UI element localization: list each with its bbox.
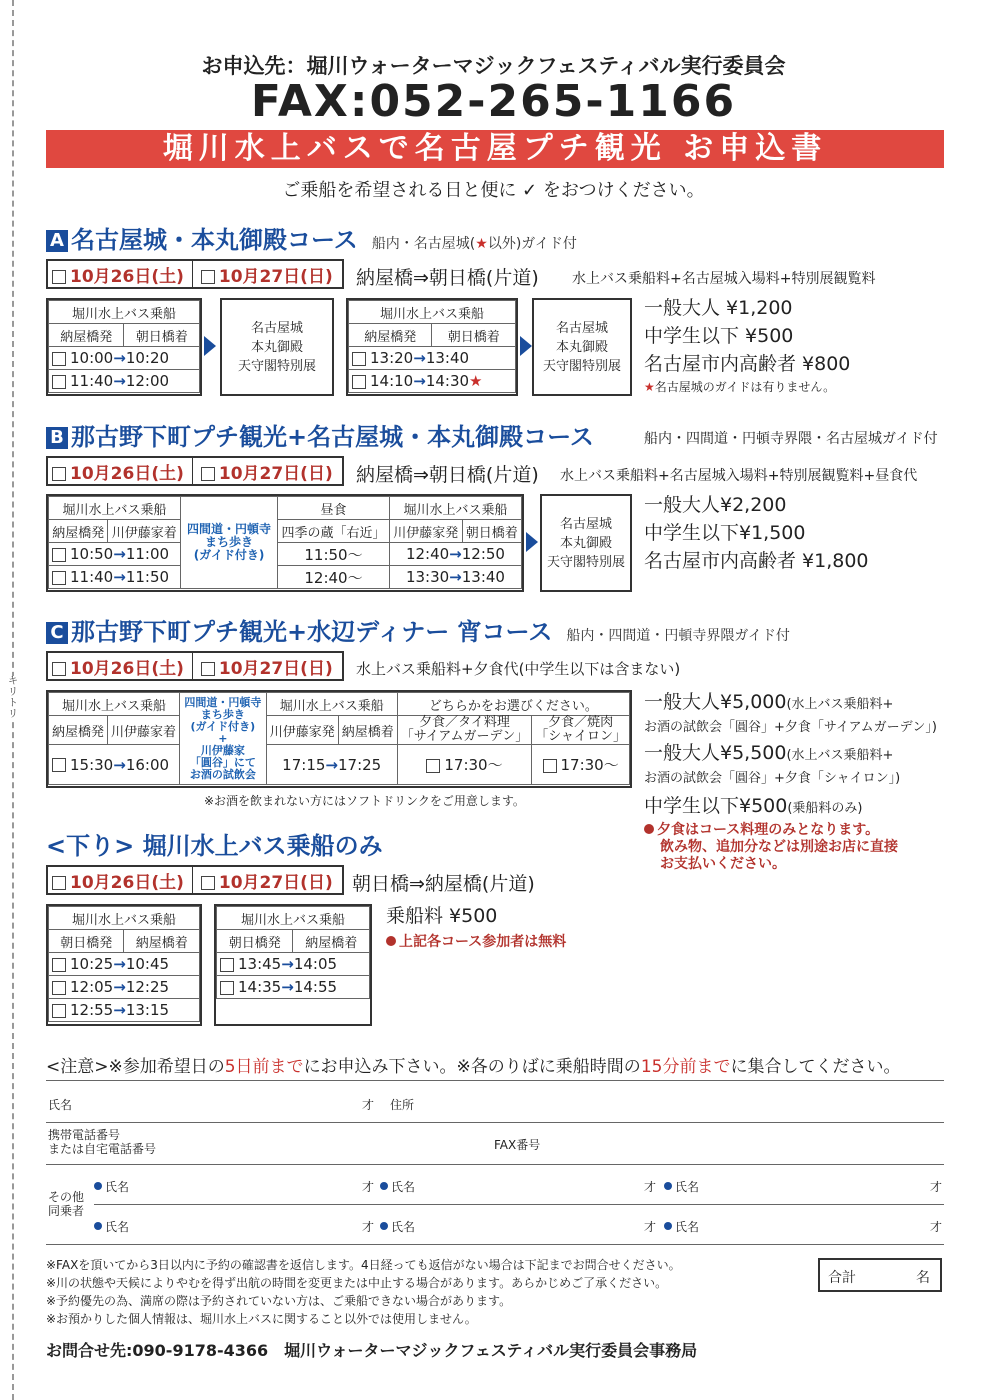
checkbox[interactable] [52, 571, 66, 585]
boarding-header: 堀川水上バス乗船 [49, 497, 181, 520]
course-d-price: 乗船料 ¥500 [386, 905, 498, 927]
table-row[interactable]: 12:05→12:25 [49, 976, 200, 999]
table-row[interactable]: 13:20→13:40 [349, 347, 516, 370]
col-arrive: 川伊藤家着 [108, 716, 180, 745]
checkbox[interactable] [52, 1004, 66, 1018]
checkbox[interactable] [52, 375, 66, 389]
boarding-header: 堀川水上バス乗船 [49, 693, 180, 716]
course-c-note: 船内・四間道・円頓寺界隈ガイド付 [566, 628, 790, 644]
table-row[interactable]: 11:40→12:00 [49, 370, 200, 393]
arrow-right-icon [520, 336, 532, 356]
course-a-prices: 一般大人 ¥1,200 中学生以下 ¥500 名古屋市内高齢者 ¥800 ★名古屋城のガイドは有りません。 [644, 297, 851, 394]
course-a-table-1 [46, 298, 202, 396]
lunch-place: 四季の蔵「右近」 [278, 520, 390, 543]
checkbox[interactable] [543, 759, 557, 773]
col-arrive: 川伊藤家着 [108, 520, 181, 543]
course-c-fee: 水上バス乗船料+夕食代(中学生以下は含まない) [356, 660, 681, 678]
companion-age-label: 才 [644, 1180, 657, 1194]
checkbox[interactable] [52, 981, 66, 995]
address-field[interactable] [424, 1086, 940, 1116]
companion-name-label: 氏名 [664, 1178, 699, 1195]
col-arrive: 朝日橋着 [124, 324, 200, 347]
walk-tour: 四間道・円頓寺 まち歩き (ガイド付き) + 川伊藤家 「圓谷」にて お酒の試飲会 [180, 693, 267, 785]
contact: お問合せ先:090-9178-4366 堀川ウォーターマジックフェスティバル実行委員会事務局 [46, 1341, 698, 1360]
course-b-letter: B [46, 427, 68, 449]
checkbox[interactable] [220, 981, 234, 995]
course-a-note: 船内・名古屋城(★以外)ガイド付 [371, 236, 577, 252]
course-b-prices: 一般大人¥2,200 中学生以下¥1,500 名古屋市内高齢者 ¥1,800 [644, 494, 869, 572]
companion-age-label: 才 [362, 1180, 375, 1194]
form-fax-label: FAX番号 [494, 1138, 541, 1152]
table-row[interactable]: 12:55→13:15 [49, 999, 200, 1022]
form-phone-label: 携帯電話番号 または自宅電話番号 [48, 1128, 157, 1156]
table-row[interactable]: 14:10→14:30★ [349, 370, 516, 393]
table-row[interactable]: 15:30→16:00 17:15→17:25 17:30〜 17:30〜 [49, 745, 630, 785]
boarding-header: 堀川水上バス乗船 [217, 907, 370, 930]
checkbox[interactable] [52, 662, 66, 676]
boarding-header: 堀川水上バス乗船 [349, 301, 516, 324]
course-a-table-2 [346, 298, 518, 396]
course-a-route: 納屋橋⇒朝日橋(片道) [356, 267, 539, 289]
phone-field[interactable] [170, 1126, 480, 1160]
table-row[interactable]: 11:40→11:50 12:40〜 13:30→13:40 [49, 566, 522, 589]
course-d-dates [46, 865, 344, 895]
col-arrive: 納屋橋着 [124, 930, 200, 953]
companion-age-label: 才 [930, 1220, 943, 1234]
checkbox[interactable] [52, 270, 66, 284]
course-d-free-note: 上記各コース参加者は無料 [386, 934, 566, 951]
total-label: 合計 [828, 1270, 856, 1286]
date-option[interactable]: 10月27日(日) [197, 459, 337, 484]
col-depart: 朝日橋発 [49, 930, 124, 953]
arrow-right-icon [526, 532, 538, 552]
course-a-title [46, 220, 577, 255]
boarding-header: 堀川水上バス乗船 [389, 497, 521, 520]
checkbox[interactable] [52, 758, 66, 772]
checkbox[interactable] [426, 759, 440, 773]
cut-label: キリトリ [8, 676, 18, 720]
name-field[interactable] [100, 1086, 358, 1116]
col-arrive: 朝日橋着 [432, 324, 516, 347]
course-c-dates [46, 651, 344, 681]
footnotes: ※FAXを頂いてから3日以内に予約の確認書を返信します。4日経っても返信がない場合は下記までお問合せください。 ※川の状態や天候によりやむを得ず出航の時間を変更または中止する場合があります。あらかじめご了承ください。 ※予約優先の為、満席の際は予約されていない方は、ご乗船できない場合があります。 ※お預かりした個人情報は、堀川水上バスに関すること以外では使用しません。 [46, 1258, 681, 1326]
col-depart: 納屋橋発 [349, 324, 432, 347]
checkbox[interactable] [52, 876, 66, 890]
table-row[interactable]: 13:45→14:05 [217, 953, 370, 976]
checkbox[interactable] [52, 958, 66, 972]
checkbox[interactable] [52, 352, 66, 366]
col-depart: 朝日橋発 [217, 930, 293, 953]
col-depart: 納屋橋発 [49, 716, 108, 745]
companion-name-label: 氏名 [380, 1178, 415, 1195]
course-d-table-1 [46, 904, 202, 1026]
table-row[interactable]: 10:25→10:45 [49, 953, 200, 976]
date-option[interactable]: 10月27日(日) [197, 262, 337, 287]
form-others-label: その他 同乗者 [48, 1190, 85, 1218]
arrow-right-icon [204, 336, 216, 356]
date-option[interactable]: 10月26日(土) [48, 868, 188, 893]
form-address-label: 住所 [390, 1098, 415, 1112]
banner-title: 堀川水上バスで名古屋プチ観光 お申込書 [46, 130, 944, 168]
fax-number: FAX:052-265-1166 [250, 76, 737, 127]
col-depart: 納屋橋発 [49, 520, 108, 543]
checkbox[interactable] [52, 548, 66, 562]
course-a-dates [46, 259, 344, 289]
companion-name-label: 氏名 [94, 1218, 129, 1235]
boarding-header: 堀川水上バス乗船 [49, 907, 200, 930]
checkbox[interactable] [352, 375, 366, 389]
course-a-side-1: 名古屋城 本丸御殿 天守閣特別展 [220, 298, 334, 396]
softdrink-note: ※お酒を飲まれない方にはソフトドリンクをご用意します。 [204, 794, 525, 808]
course-c-title [46, 612, 790, 647]
table-row[interactable]: 14:35→14:55 [217, 976, 370, 999]
total-box[interactable] [818, 1258, 942, 1292]
checkbox[interactable] [201, 270, 215, 284]
companion-name-label: 氏名 [94, 1178, 129, 1195]
course-b-fee: 水上バス乗船料+名古屋城入場料+特別展観覧料+昼食代 [560, 468, 918, 484]
course-d-route: 朝日橋⇒納屋橋(片道) [352, 873, 535, 895]
date-option[interactable]: 10月26日(土) [48, 459, 188, 484]
instruction: ご乗船を希望される日と便に ✓ をおつけください。 [282, 180, 705, 201]
total-unit: 名 [916, 1270, 930, 1286]
course-b-title-text: 那古野下町プチ観光+名古屋城・本丸御殿コース [71, 423, 594, 451]
col-depart: 納屋橋発 [49, 324, 124, 347]
course-b-route: 納屋橋⇒朝日橋(片道) [356, 464, 539, 486]
checkbox[interactable] [201, 467, 215, 481]
course-d-title: <下り> 堀川水上バス乗船のみ [46, 832, 383, 860]
course-d-table-2 [214, 904, 372, 1026]
applicant-line: お申込先：堀川ウォーターマジックフェスティバル実行委員会 [201, 54, 786, 78]
choose-label: どちらかをお選びください。 [397, 693, 629, 716]
col-arrive: 朝日橋着 [462, 520, 522, 543]
notice: <注意>※参加希望日の5日前までにお申込み下さい。※各のりばに乗船時間の15分前までに集合してください。 [46, 1057, 901, 1077]
date-option[interactable]: 10月27日(日) [197, 654, 337, 679]
course-b-dates [46, 456, 344, 486]
course-b-side: 名古屋城 本丸御殿 天守閣特別展 [540, 494, 632, 592]
lunch-label: 昼食 [278, 497, 390, 520]
course-a-title-text: 名古屋城・本丸御殿コース [71, 226, 358, 254]
course-a-letter: A [46, 230, 68, 252]
course-c-prices: 一般大人¥5,000(水上バス乗船料+ お酒の試飲会「圓谷」+夕食「サイアムガーデン」) 一般大人¥5,500(水上バス乗船料+ お酒の試飲会「圓谷」+夕食「シャイロン」) 中学生以下¥500(乗船料のみ) 夕食はコース料理のみとなります。 飲み物、追加分などは別途お店に直接 お支払いください。 [644, 691, 937, 872]
companion-name-label: 氏名 [664, 1218, 699, 1235]
companion-age-label: 才 [362, 1220, 375, 1234]
companion-age-label: 才 [644, 1220, 657, 1234]
course-c-title-text: 那古野下町プチ観光+水辺ディナー 宵コース [71, 618, 553, 646]
course-b-title [46, 417, 594, 452]
course-c-letter: C [46, 622, 68, 644]
companion-name-label: 氏名 [380, 1218, 415, 1235]
table-row[interactable]: 10:00→10:20 [49, 347, 200, 370]
boarding-header: 堀川水上バス乗船 [49, 301, 200, 324]
table-row[interactable]: 10:50→11:00 11:50〜 12:40→12:50 [49, 543, 522, 566]
date-option[interactable]: 10月27日(日) [197, 868, 337, 893]
course-b-table [46, 494, 524, 592]
col-depart: 川伊藤家発 [266, 716, 338, 745]
checkbox[interactable] [220, 958, 234, 972]
checkbox[interactable] [201, 662, 215, 676]
date-option[interactable]: 10月26日(土) [48, 262, 188, 287]
col-arrive: 納屋橋着 [338, 716, 397, 745]
fax-field[interactable] [560, 1126, 940, 1160]
course-c-table [46, 690, 632, 788]
dinner-option-1: 夕食／タイ料理 「サイアムガーデン」 [397, 716, 532, 745]
course-a-side-2: 名古屋城 本丸御殿 天守閣特別展 [532, 298, 632, 396]
checkbox[interactable] [52, 467, 66, 481]
course-a-fee: 水上バス乗船料+名古屋城入場料+特別展観覧料 [572, 271, 876, 287]
checkbox[interactable] [201, 876, 215, 890]
col-arrive: 納屋橋着 [293, 930, 370, 953]
col-depart: 川伊藤家発 [389, 520, 462, 543]
course-b-note: 船内・四間道・円頓寺界隈・名古屋城ガイド付 [644, 431, 938, 447]
companion-age-label: 才 [930, 1180, 943, 1194]
walk-tour: 四間道・円頓寺 まち歩き (ガイド付き) [181, 497, 278, 589]
checkbox[interactable] [352, 352, 366, 366]
date-option[interactable]: 10月26日(土) [48, 654, 188, 679]
form-age-label: 才 [362, 1098, 375, 1112]
boarding-header: 堀川水上バス乗船 [266, 693, 397, 716]
form-name-label: 氏名 [48, 1098, 73, 1112]
dinner-option-2: 夕食／焼肉 「シャイロン」 [532, 716, 630, 745]
